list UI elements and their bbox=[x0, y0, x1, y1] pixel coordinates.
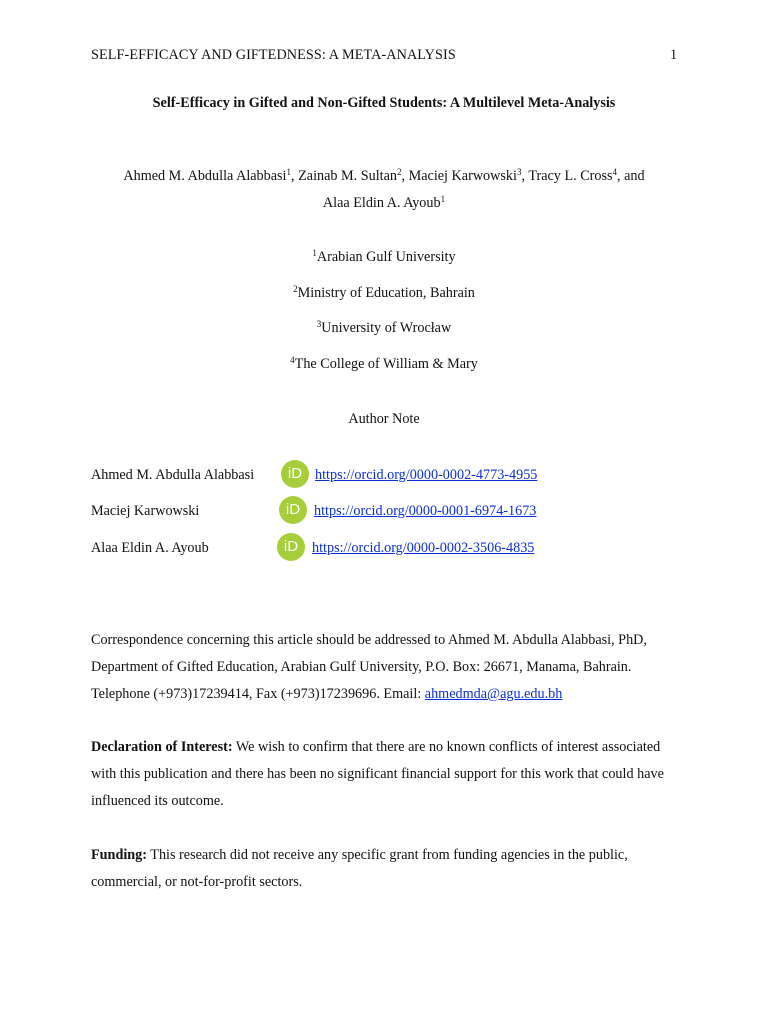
orcid-author-name: Ahmed M. Abdulla Alabbasi bbox=[91, 467, 255, 483]
author-separator: , and bbox=[617, 168, 645, 184]
author-list-line-1 bbox=[0, 167, 768, 185]
affiliation-name: The College of William & Mary bbox=[294, 356, 478, 372]
author-list-line-2 bbox=[0, 194, 768, 212]
orcid-link[interactable]: https://orcid.org/0000-0001-6974-1673 bbox=[314, 503, 537, 519]
author-affiliation-sup: 3 bbox=[516, 167, 522, 177]
author-affiliation-sup: 1 bbox=[440, 194, 446, 204]
affiliation-sup: 1 bbox=[312, 248, 317, 258]
author-name: Tracy L. Cross bbox=[528, 168, 613, 184]
affiliation-name: University of Wrocław bbox=[321, 320, 452, 336]
author-note-heading: Author Note bbox=[348, 411, 420, 427]
author-separator: , bbox=[401, 168, 409, 184]
running-head: SELF-EFFICACY AND GIFTEDNESS: A META-ANALYSIS bbox=[91, 47, 456, 63]
orcid-row bbox=[91, 496, 691, 526]
email-link[interactable]: ahmedmda@agu.edu.bh bbox=[424, 686, 563, 702]
funding-paragraph bbox=[91, 842, 681, 896]
affiliation-sup: 4 bbox=[290, 355, 295, 365]
correspondence-text: Correspondence concerning this article should be addressed to Ahmed M. Abdulla Alabbasi, PhD, Department of Gifted Education, Arabian Gulf University, P.O. Box: 26671, Manama, Bahrain. Telephone (+973)17239414, Fax (+973)17239696. Email: bbox=[91, 632, 647, 702]
orcid-author-name: Maciej Karwowski bbox=[91, 503, 200, 519]
affiliation bbox=[0, 248, 768, 266]
declaration-text: We wish to confirm that there are no known conflicts of interest associated with this publication and there has been no significant financial support for this work that could have influenced its outcome. bbox=[91, 739, 664, 809]
affiliation bbox=[0, 355, 768, 373]
author-affiliation-sup: 2 bbox=[397, 167, 402, 177]
correspondence-paragraph bbox=[91, 627, 681, 708]
author-separator: , bbox=[291, 168, 299, 184]
funding-label: Funding: bbox=[91, 847, 147, 863]
affiliation-name: Arabian Gulf University bbox=[316, 249, 456, 265]
affiliation-sup: 2 bbox=[293, 284, 298, 294]
author-affiliation-sup: 4 bbox=[612, 167, 618, 177]
author-name: Maciej Karwowski bbox=[408, 168, 517, 184]
orcid-link[interactable]: https://orcid.org/0000-0002-3506-4835 bbox=[312, 540, 535, 556]
orcid-author-name: Alaa Eldin A. Ayoub bbox=[91, 540, 209, 556]
orcid-row bbox=[91, 460, 691, 490]
paper-title: Self-Efficacy in Gifted and Non-Gifted Students: A Multilevel Meta-Analysis bbox=[152, 95, 616, 111]
author-name: Alaa Eldin A. Ayoub bbox=[322, 195, 441, 211]
author-separator: , bbox=[521, 168, 529, 184]
declaration-paragraph bbox=[91, 734, 681, 815]
orcid-icon: iD bbox=[281, 460, 309, 488]
orcid-icon: iD bbox=[277, 533, 305, 561]
funding-text: This research did not receive any specific grant from funding agencies in the public, commercial, or not-for-profit sectors. bbox=[91, 847, 628, 890]
orcid-link[interactable]: https://orcid.org/0000-0002-4773-4955 bbox=[315, 467, 538, 483]
declaration-label: Declaration of Interest: bbox=[91, 739, 233, 755]
affiliation-name: Ministry of Education, Bahrain bbox=[297, 285, 475, 301]
affiliation bbox=[0, 319, 768, 337]
orcid-icon: iD bbox=[279, 496, 307, 524]
affiliation bbox=[0, 284, 768, 302]
author-affiliation-sup: 1 bbox=[286, 167, 292, 177]
affiliation-sup: 3 bbox=[316, 319, 322, 329]
page-number: 1 bbox=[670, 47, 678, 63]
author-name: Zainab M. Sultan bbox=[298, 168, 398, 184]
orcid-row bbox=[91, 533, 691, 563]
author-name: Ahmed M. Abdulla Alabbasi bbox=[123, 168, 287, 184]
